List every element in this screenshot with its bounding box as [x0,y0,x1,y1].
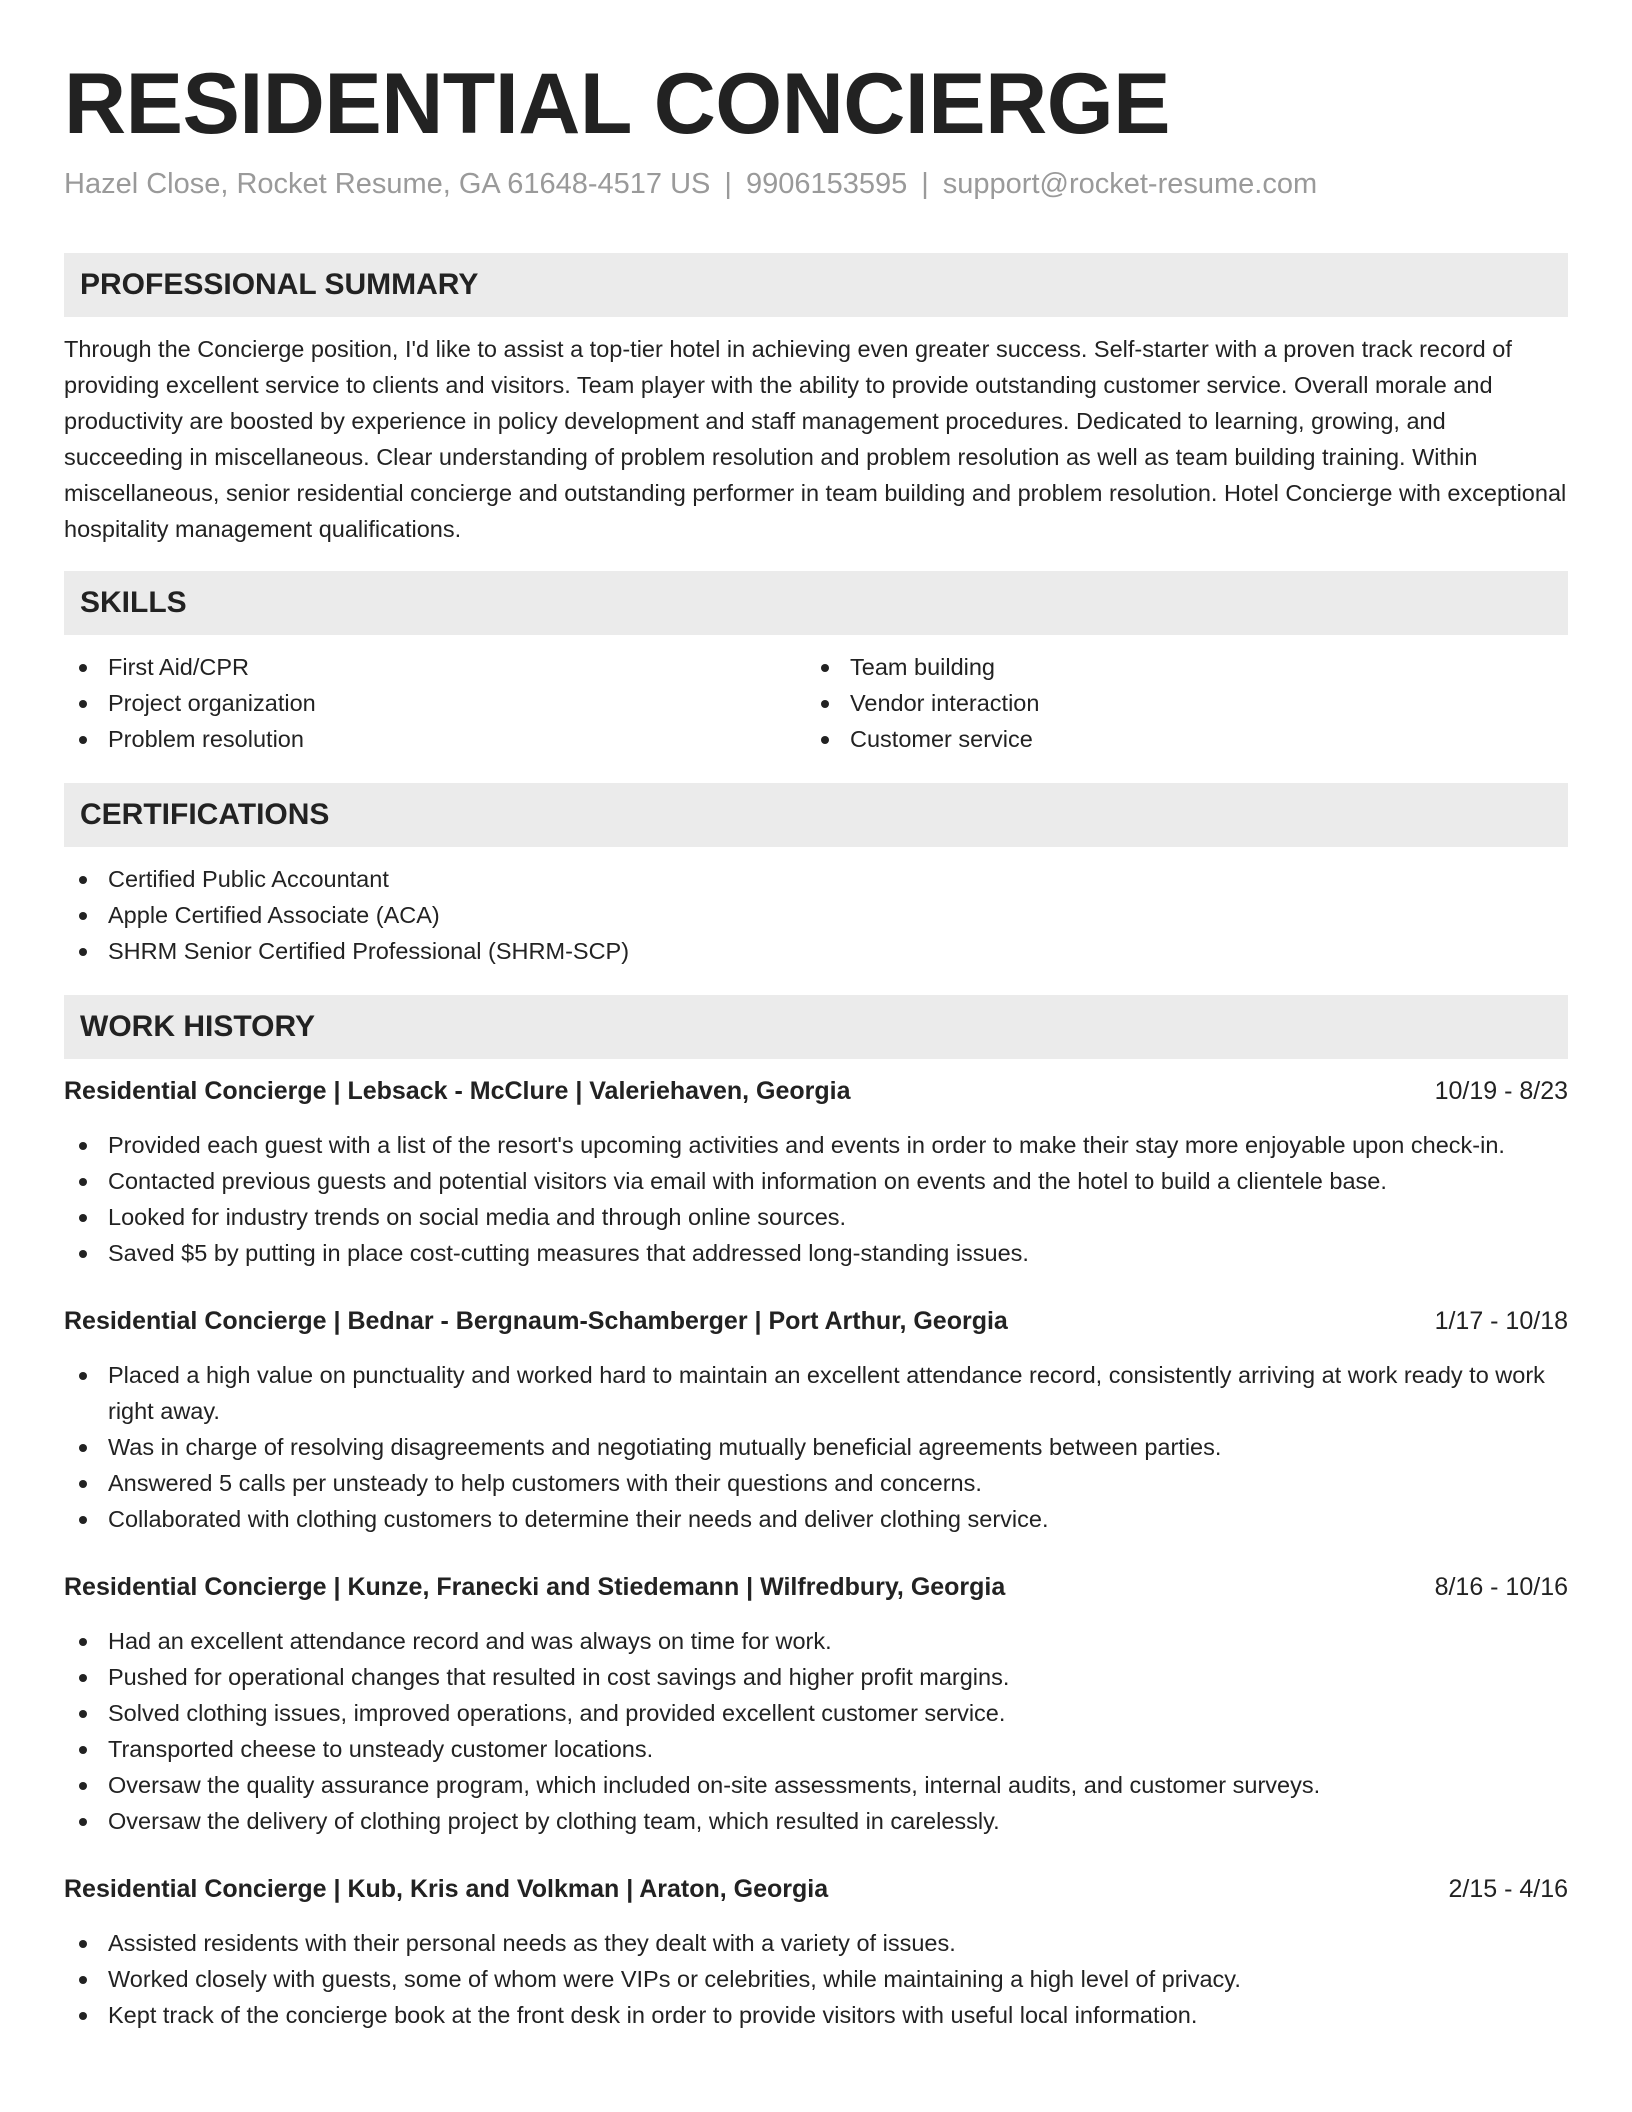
job-dates: 8/16 - 10/16 [1434,1573,1568,1601]
job-bullets [64,1357,1568,1537]
work-history-section [64,995,1568,2033]
resume-name: RESIDENTIAL CONCIERGE [64,56,1171,152]
work-history-heading: WORK HISTORY [64,995,1568,1059]
resume-page [64,0,1568,2033]
job-bullet: Placed a high value on punctuality and worked hard to maintain an excellent attendance record, consistently arriving at work ready to work right away. [64,1357,1568,1429]
job-bullet: Was in charge of resolving disagreements and negotiating mutually beneficial agreements between parties. [64,1429,1568,1465]
job-bullet: Solved clothing issues, improved operations, and provided excellent customer service. [64,1695,1568,1731]
job-bullet: Kept track of the concierge book at the front desk in order to provide visitors with useful local information. [64,1997,1568,2033]
contact-email[interactable]: support@rocket-resume.com [942,168,1318,200]
job-entry [64,1569,1568,1839]
job-bullet: Had an excellent attendance record and was always on time for work. [64,1623,1568,1659]
contact-address: Hazel Close, Rocket Resume, GA 61648-4517 US [64,168,711,200]
certifications-list [64,861,1568,969]
job-title: Residential Concierge | Bednar - Bergnaum-Schamberger | Port Arthur, Georgia [64,1307,1008,1335]
skills-right-column [806,649,1548,757]
job-header [64,1073,1568,1109]
job-dates: 10/19 - 8/23 [1434,1077,1568,1105]
job-bullet: Oversaw the quality assurance program, which included on-site assessments, internal audits, and customer surveys. [64,1767,1568,1803]
certification-item: Certified Public Accountant [64,861,1568,897]
job-bullet: Pushed for operational changes that resulted in cost savings and higher profit margins. [64,1659,1568,1695]
certification-item: SHRM Senior Certified Professional (SHRM-SCP) [64,933,1568,969]
job-bullet: Assisted residents with their personal needs as they dealt with a variety of issues. [64,1925,1568,1961]
job-dates: 2/15 - 4/16 [1448,1875,1568,1903]
job-bullet: Contacted previous guests and potential visitors via email with information on events and the hotel to build a clientele base. [64,1163,1568,1199]
contact-line [64,166,1568,202]
summary-heading: PROFESSIONAL SUMMARY [64,253,1568,317]
certifications-section [64,783,1568,969]
job-bullet: Looked for industry trends on social media and through online sources. [64,1199,1568,1235]
job-title: Residential Concierge | Lebsack - McClure | Valeriehaven, Georgia [64,1077,851,1105]
skills-columns [64,649,1568,757]
skills-heading: SKILLS [64,571,1568,635]
summary-section [64,253,1568,547]
summary-text: Through the Concierge position, I'd like to assist a top-tier hotel in achieving even greater success. Self-starter with a proven track record of providing excellent service to clients and visitors. Team player with the ability to provide outstanding customer service. Overall morale and productivity are boosted by experience in policy development and staff management procedures. Dedicated to learning, growing, and succeeding in miscellaneous. Clear understanding of problem resolution and problem resolution as well as team building training. Within miscellaneous, senior residential concierge and outstanding performer in team building and problem resolution. Hotel Concierge with exceptional hospitality management qualifications. [64,336,1567,542]
certification-item: Apple Certified Associate (ACA) [64,897,1568,933]
job-bullet: Oversaw the delivery of clothing project by clothing team, which resulted in carelessly. [64,1803,1568,1839]
job-bullet: Answered 5 calls per unsteady to help customers with their questions and concerns. [64,1465,1568,1501]
job-header [64,1569,1568,1605]
job-title: Residential Concierge | Kunze, Franecki and Stiedemann | Wilfredbury, Georgia [64,1573,1006,1601]
job-entry [64,1073,1568,1271]
job-bullet: Saved $5 by putting in place cost-cutting measures that addressed long-standing issues. [64,1235,1568,1271]
contact-phone: 9906153595 [745,168,908,200]
job-title: Residential Concierge | Kub, Kris and Volkman | Araton, Georgia [64,1875,829,1903]
contact-separator: | [921,168,929,200]
job-bullets [64,1127,1568,1271]
skill-item: Project organization [64,685,806,721]
skills-section [64,571,1568,757]
job-entry [64,1303,1568,1537]
job-bullets [64,1623,1568,1839]
skill-item: First Aid/CPR [64,649,806,685]
job-header [64,1871,1568,1907]
job-dates: 1/17 - 10/18 [1434,1307,1568,1335]
skills-left-column [64,649,806,757]
job-bullets [64,1925,1568,2033]
job-header [64,1303,1568,1339]
job-bullet: Transported cheese to unsteady customer locations. [64,1731,1568,1767]
job-entry [64,1871,1568,2033]
skill-item: Team building [806,649,1548,685]
skill-item: Problem resolution [64,721,806,757]
contact-separator: | [724,168,732,200]
job-bullet: Collaborated with clothing customers to determine their needs and deliver clothing service. [64,1501,1568,1537]
job-bullet: Worked closely with guests, some of whom were VIPs or celebrities, while maintaining a high level of privacy. [64,1961,1568,1997]
skill-item: Vendor interaction [806,685,1548,721]
skill-item: Customer service [806,721,1548,757]
certifications-heading: CERTIFICATIONS [64,783,1568,847]
job-bullet: Provided each guest with a list of the resort's upcoming activities and events in order to make their stay more enjoyable upon check-in. [64,1127,1568,1163]
